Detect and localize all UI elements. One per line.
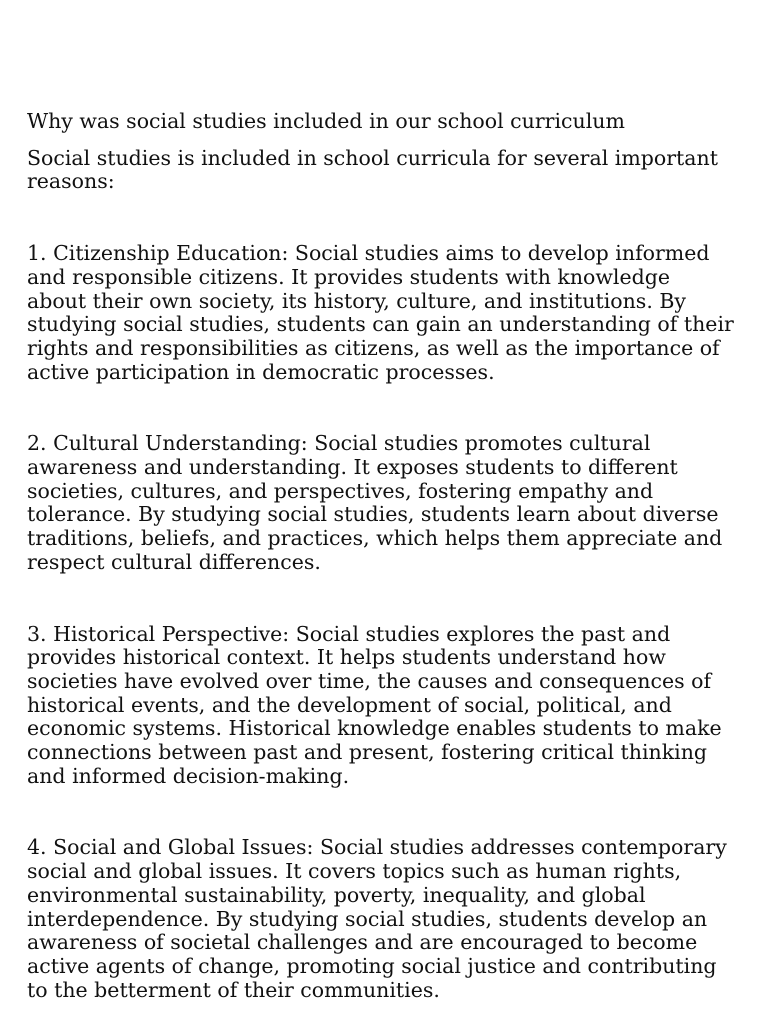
section-cultural-understanding: 2. Cultural Understanding: Social studies promotes cultural awareness and understanding. It exposes students to different societies, cultures, and perspectives, fostering empathy and tolerance. By studying social studies, students learn about diverse traditions, beliefs, and practices, which helps them appreciate and respect cultural differences. xyxy=(27,431,723,574)
document-title: Why was social studies included in our school curriculum xyxy=(27,109,625,133)
section-citizenship-education: 1. Citizenship Education: Social studies aims to develop informed and responsible citizens. It provides students with knowledge about their own society, its history, culture, and institutions. By studying social studies, students can gain an understanding of their rights and responsibilities as citizens, as well as the importance of active participation in democratic processes. xyxy=(27,241,734,384)
section-historical-perspective: 3. Historical Perspective: Social studies explores the past and provides historical context. It helps students understand how societies have evolved over time, the causes and consequences of historical events, and the development of social, political, and economic systems. Historical knowledge enables students to make connections between past and present, fostering critical thinking and informed decision-making. xyxy=(27,621,722,788)
document-body xyxy=(27,110,739,1002)
section-social-global-issues: 4. Social and Global Issues: Social studies addresses contemporary social and global issues. It covers topics such as human rights, environmental sustainability, poverty, inequality, and global interdependence. By studying social studies, students develop an awareness of societal challenges and are encouraged to become active agents of change, promoting social justice and contributing to the betterment of their communities. xyxy=(27,835,727,1002)
intro-paragraph: Social studies is included in school curricula for several important reasons: xyxy=(27,145,718,194)
